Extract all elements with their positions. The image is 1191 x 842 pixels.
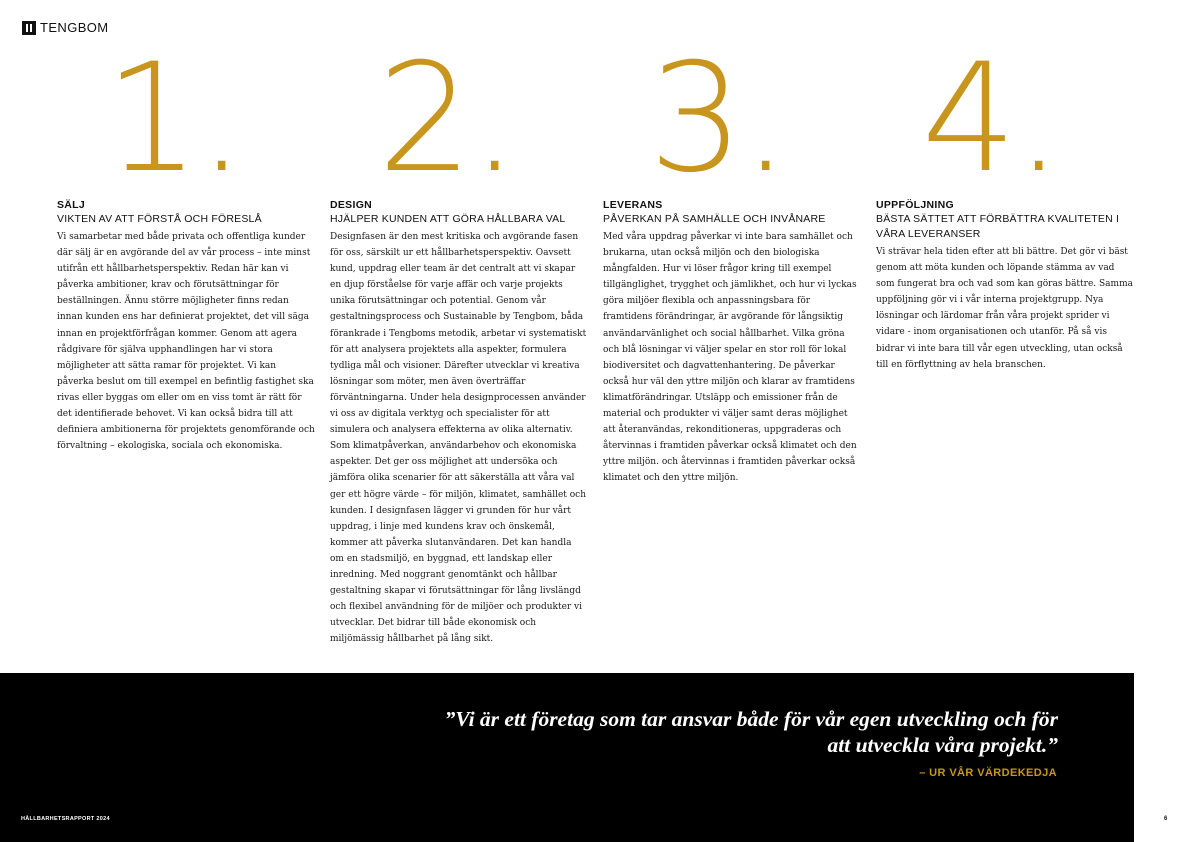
step-number: 3. xyxy=(648,32,788,206)
step-subtitle: BÄSTA SÄTTET ATT FÖRBÄTTRA KVALITETEN I VÅRA LEVERANSER xyxy=(876,213,1120,240)
tengbom-logo xyxy=(22,20,109,35)
report-label: HÅLLBARHETSRAPPORT 2024 xyxy=(21,816,110,822)
step-body: Vi strävar hela tiden efter att bli bättre. Det gör vi bäst genom att möta kunden och löpande stämma av vad som fungerat bra och vad som kan göras bättre. Samma uppföljning gör vi i vår interna projektgrupp. Nya lösningar och lärdomar från våra projekt sprider vi vidare - inom organisationen och utanför. På så vis bidrar vi inte bara till vår egen utveckling, utan också till en förflyttning av hela branschen. xyxy=(876,247,1133,370)
step-body: Designfasen är den mest kritiska och avgörande fasen för oss, särskilt ur ett hållbarhetsperspektiv. Oavsett kund, uppdrag eller team är det centralt att vi skapar en djup förståelse för varje affär och varje projekts unika förutsättningar och potential. Genom vår gestaltningsprocess och Sustainable by Tengbom, båda förankrade i Tengboms metodik, arbetar vi systematiskt för att analysera projektets alla aspekter, formulera tydliga mål och visioner. Därefter utvecklar vi kreativa lösningar som möter, men även överträffar förväntningarna. Under hela designprocessen använder vi oss av digitala verktyg och specialister för att simulera och analysera effekterna av olika alternativ. Som klimatpåverkan, användarbehov och ekonomiska aspekter. Det ger oss möjlighet att undersöka och jämföra olika scenarier för att säkerställa att våra val ger ett högre värde – för miljön, klimatet, samhället och kunden. I designfasen lägger vi grunden för hur vårt uppdrag, i linje med kundens krav och önskemål, kommer att påverka slutanvändaren. Det kan handla om en stadsmiljö, en byggnad, ett landskap eller inredning. Med noggrant genomtänkt och hållbar gestaltning skapar vi förutsättningar för lång livslängd och flexibel användning för de miljöer och produkter vi utvecklar. Det bidrar till både ekonomisk och miljömässig hållbarhet på lång sikt. xyxy=(330,232,587,645)
step-title: SÄLJ xyxy=(57,199,86,211)
step-number: 1. xyxy=(104,32,244,206)
quote-attribution: – UR VÅR VÄRDEKEDJA xyxy=(919,767,1057,779)
logo-mark-icon xyxy=(22,21,36,35)
step-number: 2. xyxy=(377,32,517,206)
quote-band xyxy=(0,673,1134,842)
step-subtitle: PÅVERKAN PÅ SAMHÄLLE OCH INVÅNARE xyxy=(603,213,826,225)
quote-text: ”Vi är ett företag som tar ansvar både för vår egen utveckling och för att utveckla våra projekt.” xyxy=(444,707,1058,757)
step-body: Vi samarbetar med både privata och offentliga kunder där sälj är en avgörande del av vår process – inte minst utifrån ett hållbarhetsperspektiv. Redan här kan vi påverka ambitioner, krav och förutsättningar för beställningen. Ännu större möjligheter finns redan innan kunden ens har definierat projektet, det vill säga innan en projektförfrågan kommer. Genom att agera rådgivare för själva upphandlingen har vi stora möjligheter att sätta ramar för projektet. Vi kan påverka beslut om till exempel en befintlig fastighet ska rivas eller byggas om eller om en viss tomt är rätt för det identifierade behovet. Vi kan också bidra till att definiera ambitionerna för projektets genomförande och förvaltning – ekologiska, sociala och ekonomiska. xyxy=(57,232,315,452)
step-number: 4. xyxy=(921,32,1061,206)
page-number: 6 xyxy=(1164,816,1168,822)
step-subtitle: VIKTEN AV ATT FÖRSTÅ OCH FÖRESLÅ xyxy=(57,213,262,225)
step-title: LEVERANS xyxy=(603,199,663,211)
step-body: Med våra uppdrag påverkar vi inte bara samhället och brukarna, utan också miljön och den biologiska mångfalden. Hur vi löser frågor kring till exempel tillgänglighet, trygghet och jämlikhet, och hur vi lyckas göra miljöer flexibla och anpassningsbara för framtidens förändringar, är avgörande för långsiktig användarvänlighet och social hållbarhet. Vilka gröna och blå lösningar vi väljer spelar en stor roll för lokal biodiversitet och dagvattenhantering. De påverkar också hur väl den yttre miljön och klarar av framtidens klimatförändringar. Utsläpp och emissioner från de material och produkter vi väljer samt deras möjlighet att återanvändas, rekonditioneras, uppgraderas och återvinnas i framtiden påverkar också klimatet och den yttre miljön. och återvinnas i framtiden påverkar också klimatet och den yttre miljön. xyxy=(603,232,857,484)
step-subtitle: HJÄLPER KUNDEN ATT GÖRA HÅLLBARA VAL xyxy=(330,213,566,225)
step-title: UPPFÖLJNING xyxy=(876,199,954,211)
step-title: DESIGN xyxy=(330,199,373,211)
logo-text: TENGBOM xyxy=(40,20,109,35)
